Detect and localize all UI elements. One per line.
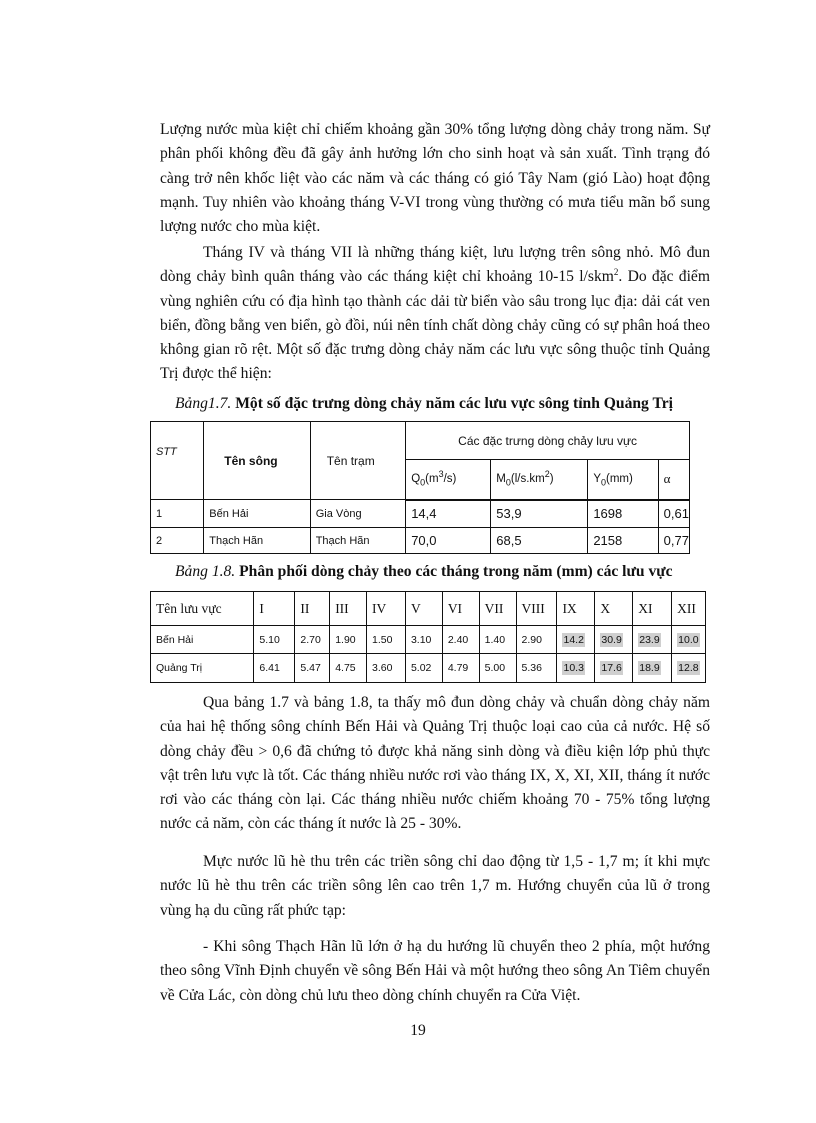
table-cell-m0: 53,9 bbox=[491, 500, 588, 528]
m0-end: ) bbox=[549, 473, 554, 486]
table-1-7-caption bbox=[175, 394, 673, 414]
month-header: XI bbox=[633, 592, 672, 626]
table-cell-name: Bến Hải bbox=[151, 626, 254, 654]
month-header: II bbox=[295, 592, 330, 626]
table-1-7-header-q0 bbox=[406, 460, 491, 500]
month-header: V bbox=[405, 592, 442, 626]
paragraph-4: Mực nước lũ hè thu trên các triền sông chỉ dao động từ 1,5 - 1,7 m; ít khi mực nước lũ hè thu trên các triền sông lên cao trên 1,7 m. Hướng chuyển của lũ ở trong vùng hạ du cũng rất phức tạp: bbox=[160, 853, 710, 919]
table-row bbox=[151, 654, 706, 683]
table-cell-name: Quảng Trị bbox=[151, 654, 254, 683]
table-cell-value-highlighted bbox=[672, 626, 706, 654]
table-cell-value: 5.10 bbox=[254, 626, 295, 654]
q0-symbol: Q bbox=[411, 473, 421, 486]
table-cell-value: 2.90 bbox=[516, 626, 557, 654]
table-1-8-caption-lead: Bảng 1.8. bbox=[175, 563, 236, 580]
table-1-7 bbox=[150, 421, 690, 554]
table-cell-value-highlighted bbox=[557, 626, 595, 654]
paragraph-5: - Khi sông Thạch Hãn lũ lớn ở hạ du hướng lũ chuyển theo 2 phía, một hướng theo sông Vĩnh Định chuyển về sông Bến Hải và một hướng theo sông An Tiêm chuyển về Cửa Lác, còn dòng chủ lưu theo dòng chính chuyển ra Cửa Việt. bbox=[160, 938, 710, 1004]
table-cell-value: 3.10 bbox=[405, 626, 442, 654]
q0-unit: (m bbox=[425, 473, 439, 486]
table-cell-y0: 2158 bbox=[588, 528, 658, 554]
month-header: VI bbox=[442, 592, 479, 626]
table-cell-alpha: 0,61 bbox=[658, 500, 689, 528]
paragraph-2-text-b: . Do đặc điểm vùng nghiên cứu có địa hình tạo thành các dải từ biển vào sâu trong lục địa: dải cát ven biển, đồng bằng ven biển, gò đồi, núi nên tính chất dòng chảy cũng có sự phân hoá theo không gian rõ rệt. Một số đặc trưng dòng chảy năm các lưu vực sông thuộc tỉnh Quảng Trị được thể hiện: bbox=[160, 268, 710, 383]
month-header: VIII bbox=[516, 592, 557, 626]
table-cell-value-highlighted bbox=[595, 626, 633, 654]
table-cell-song: Thạch Hãn bbox=[204, 528, 310, 554]
m0-unit: (l/s.km bbox=[510, 473, 545, 486]
table-row bbox=[151, 626, 706, 654]
table-cell-stt: 1 bbox=[151, 500, 204, 528]
m0-sub: 0 bbox=[505, 477, 511, 488]
table-cell-value: 4.79 bbox=[442, 654, 479, 683]
month-header: III bbox=[330, 592, 367, 626]
table-cell-value: 1.90 bbox=[330, 626, 367, 654]
table-cell-value: 2.70 bbox=[295, 626, 330, 654]
month-header: IX bbox=[557, 592, 595, 626]
table-cell-stt: 2 bbox=[151, 528, 204, 554]
page-number: 19 bbox=[410, 1022, 426, 1039]
table-cell-alpha: 0,77 bbox=[658, 528, 689, 554]
table-cell-value: 1.40 bbox=[479, 626, 516, 654]
table-cell-value: 2.40 bbox=[442, 626, 479, 654]
paragraph-2-sup: 2 bbox=[613, 267, 619, 278]
table-cell-tram: Thạch Hãn bbox=[310, 528, 406, 554]
table-1-7-header-stt: STT bbox=[151, 422, 204, 500]
table-1-7-header-ten-tram: Tên trạm bbox=[310, 422, 406, 500]
table-1-7-caption-body: Một số đặc trưng dòng chảy năm các lưu vực sông tỉnh Quảng Trị bbox=[231, 395, 673, 412]
month-header: I bbox=[254, 592, 295, 626]
highlighted-value: 18.9 bbox=[639, 662, 660, 674]
table-cell-value-highlighted bbox=[557, 654, 595, 683]
highlighted-value: 12.8 bbox=[678, 662, 699, 674]
month-header: XII bbox=[672, 592, 706, 626]
table-1-8-header-name: Tên lưu vực bbox=[151, 592, 254, 626]
paragraph-2 bbox=[160, 241, 710, 387]
table-1-8-caption-body: Phân phối dòng chảy theo các tháng trong năm (mm) các lưu vực bbox=[235, 563, 673, 580]
table-cell-y0: 1698 bbox=[588, 500, 658, 528]
table-row bbox=[151, 500, 690, 528]
table-cell-value: 5.47 bbox=[295, 654, 330, 683]
table-cell-value: 1.50 bbox=[367, 626, 406, 654]
paragraph-1: Lượng nước mùa kiệt chỉ chiếm khoảng gần 30% tổng lượng dòng chảy trong năm. Sự phân phối không đều đã gây ảnh hưởng lớn cho sinh hoạt và sản xuất. Tình trạng đó càng trở nên khốc liệt vào các năm và các tháng có gió Tây Nam (gió Lào) hoạt động mạnh. Tuy nhiên vào khoảng tháng V-VI trong vùng thường có mưa tiểu mãn bổ sung lượng nước cho mùa kiệt. bbox=[160, 121, 710, 236]
y0-unit: (mm) bbox=[606, 473, 633, 486]
table-1-7-caption-lead: Bảng1.7. bbox=[175, 395, 232, 412]
highlighted-value: 17.6 bbox=[601, 662, 622, 674]
table-cell-value-highlighted bbox=[633, 626, 672, 654]
y0-symbol: Y bbox=[593, 473, 601, 486]
table-cell-value: 5.36 bbox=[516, 654, 557, 683]
highlighted-value: 10.3 bbox=[563, 662, 584, 674]
paragraph-3: Qua bảng 1.7 và bảng 1.8, ta thấy mô đun dòng chảy và chuẩn dòng chảy năm của hai hệ thống sông chính Bến Hải và Quảng Trị thuộc loại cao của cả nước. Hệ số dòng chảy đều > 0,6 đã chứng tỏ được khả năng sinh dòng và điều kiện lớp phủ thực vật trên lưu vực là tốt. Các tháng nhiều nước rơi vào tháng IX, X, XI, XII, tháng ít nước rơi vào các tháng còn lại. Các tháng nhiều nước chiếm khoảng 70 - 75% tổng lượng nước cả năm, còn các tháng ít nước là 25 - 30%. bbox=[160, 694, 710, 833]
m0-symbol: M bbox=[496, 473, 506, 486]
paragraph-2-text-a: Tháng IV và tháng VII là những tháng kiệt, lưu lượng trên sông nhỏ. Mô đun dòng chảy bình quân tháng vào các tháng kiệt chỉ khoảng 10-15 l/skm bbox=[160, 244, 710, 286]
m0-sup: 2 bbox=[544, 469, 550, 480]
table-cell-value-highlighted bbox=[595, 654, 633, 683]
table-1-8-header-row bbox=[151, 592, 706, 626]
table-1-7-header-row-1 bbox=[151, 422, 690, 460]
table-1-8 bbox=[150, 591, 706, 683]
highlighted-value: 10.0 bbox=[678, 633, 699, 646]
table-cell-q0: 70,0 bbox=[406, 528, 491, 554]
table-1-7-header-m0 bbox=[491, 460, 588, 500]
y0-sub: 0 bbox=[601, 477, 607, 488]
table-cell-value-highlighted bbox=[672, 654, 706, 683]
table-1-7-header-y0 bbox=[588, 460, 658, 500]
table-cell-value: 5.02 bbox=[405, 654, 442, 683]
month-header: IV bbox=[367, 592, 406, 626]
table-1-8-caption bbox=[175, 562, 673, 582]
q0-end: /s) bbox=[443, 473, 457, 486]
table-cell-m0: 68,5 bbox=[491, 528, 588, 554]
table-cell-value: 5.00 bbox=[479, 654, 516, 683]
table-cell-value: 4.75 bbox=[330, 654, 367, 683]
table-cell-value-highlighted bbox=[633, 654, 672, 683]
table-1-7-header-group: Các đặc trưng dòng chảy lưu vực bbox=[406, 422, 690, 460]
table-cell-song: Bến Hải bbox=[204, 500, 310, 528]
table-cell-q0: 14,4 bbox=[406, 500, 491, 528]
table-row bbox=[151, 528, 690, 554]
highlighted-value: 30.9 bbox=[601, 633, 622, 646]
highlighted-value: 23.9 bbox=[639, 633, 660, 646]
month-header: X bbox=[595, 592, 633, 626]
table-1-7-header-ten-song: Tên sông bbox=[204, 422, 310, 500]
q0-sup: 3 bbox=[438, 469, 444, 480]
table-cell-tram: Gia Vòng bbox=[310, 500, 406, 528]
table-cell-value: 3.60 bbox=[367, 654, 406, 683]
table-1-7-header-alpha: α bbox=[658, 460, 689, 500]
table-cell-value: 6.41 bbox=[254, 654, 295, 683]
highlighted-value: 14.2 bbox=[563, 633, 584, 646]
q0-sub: 0 bbox=[420, 477, 426, 488]
month-header: VII bbox=[479, 592, 516, 626]
